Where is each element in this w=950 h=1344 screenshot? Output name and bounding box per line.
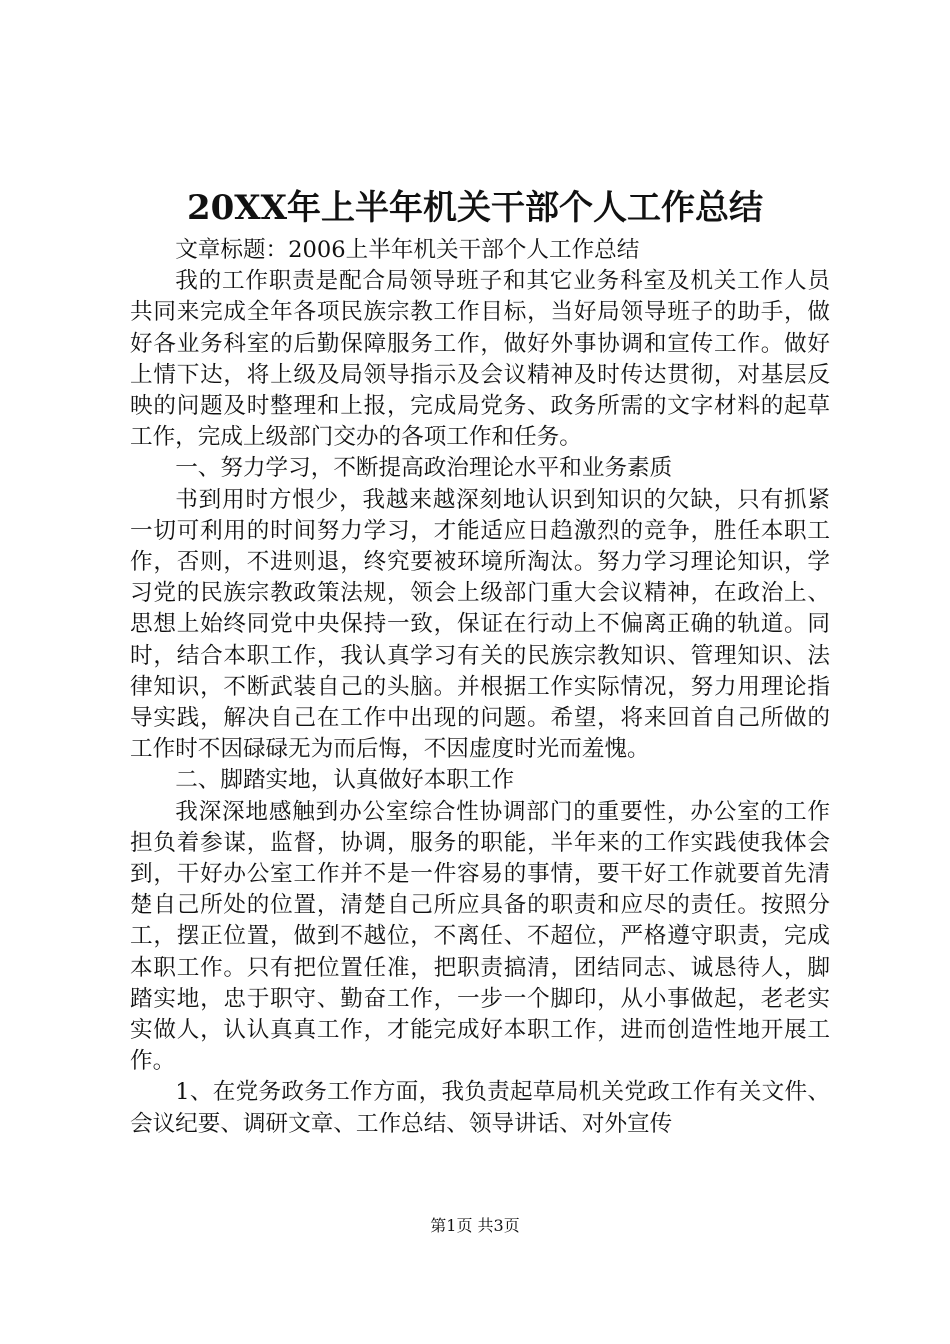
document-title: 20XX年上半年机关干部个人工作总结: [186, 188, 764, 228]
section-heading-1: 一、努力学习，不断提高政治理论水平和业务素质: [175, 455, 673, 482]
paragraph-party-affairs: 1、在党务政务工作方面，我负责起草局机关党政工作有关文件、会议纪要、调研文章、工作总结、领导讲话、对外宣传: [130, 1079, 830, 1137]
section-heading-2: 二、脚踏实地，认真做好本职工作: [175, 767, 515, 794]
paragraph-work: 我深深地感触到办公室综合性协调部门的重要性，办公室的工作担负着参谋，监督，协调，服务的职能，半年来的工作实践使我体会到，干好办公室工作并不是一件容易的事情，要干好工作就要首先清楚自己所处的位置，清楚自己所应具备的职责和应尽的责任。按照分工，摆正位置，做到不越位，不离任、不超位，严格遵守职责，完成本职工作。只有把位置任准，把职责搞清，团结同志、诚恳待人，脚踏实地，忠于职守、勤奋工作，一步一个脚印，从小事做起，老老实实做人，认认真真工作，才能完成好本职工作，进而创造性地开展工作。: [130, 798, 830, 1075]
article-title-line: 文章标题：2006上半年机关干部个人工作总结: [175, 237, 640, 263]
document-body: [130, 235, 830, 1140]
page-footer: 第1页 共3页: [430, 1216, 520, 1235]
paragraph-study: 书到用时方恨少，我越来越深刻地认识到知识的欠缺，只有抓紧一切可利用的时间努力学习，才能适应日趋激烈的竞争，胜任本职工作，否则，不进则退，终究要被环境所淘汰。努力学习理论知识，学习党的民族宗教政策法规，领会上级部门重大会议精神，在政治上、思想上始终同党中央保持一致，保证在行动上不偏离正确的轨道。同时，结合本职工作，我认真学习有关的民族宗教知识、管理知识、法律知识，不断武装自己的头脑。并根据工作实际情况，努力用理论指导实践，解决自己在工作中出现的问题。希望，将来回首自己所做的工作时不因碌碌无为而后悔，不因虚度时光而羞愧。: [130, 486, 830, 763]
paragraph-duties: 我的工作职责是配合局领导班子和其它业务科室及机关工作人员共同来完成全年各项民族宗教工作目标，当好局领导班子的助手，做好各业务科室的后勤保障服务工作，做好外事协调和宣传工作。做好上情下达，将上级及局领导指示及会议精神及时传达贯彻，对基层反映的问题及时整理和上报，完成局党务、政务所需的文字材料的起草工作，完成上级部门交办的各项工作和任务。: [130, 268, 830, 451]
